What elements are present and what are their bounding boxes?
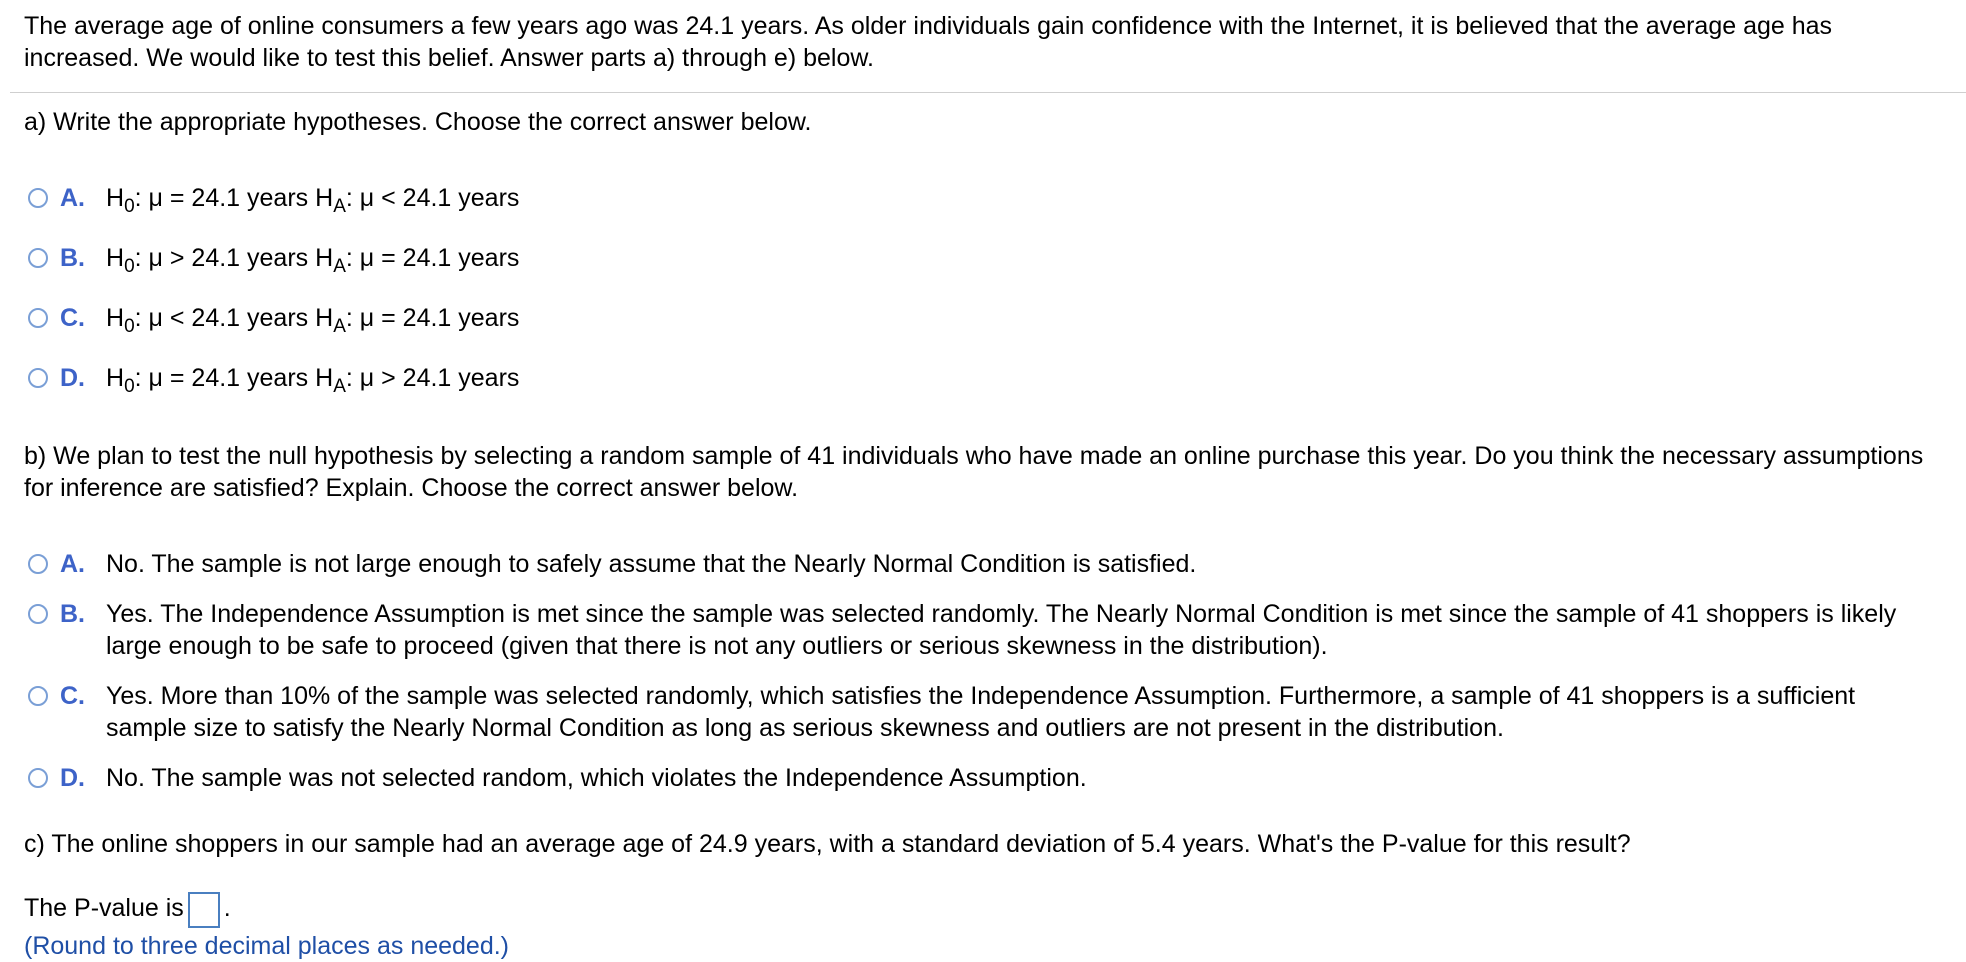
hypotheses-text: $H_0$: μ > 24.1 years $H_A$: μ = 24.1 years <box>106 244 520 277</box>
option-text: No. The sample was not selected random, which violates the Independence Assumption. <box>106 764 1087 792</box>
rounding-hint: (Round to three decimal places as needed.) <box>24 932 510 960</box>
hypotheses-text: $H_0$: μ = 24.1 years $H_A$: μ < 24.1 years <box>106 184 520 217</box>
p-value-input[interactable] <box>188 892 220 928</box>
radio-button[interactable] <box>28 604 48 624</box>
part-b-option-b[interactable] <box>28 598 1928 662</box>
radio-button[interactable] <box>28 248 48 268</box>
divider <box>10 92 1966 93</box>
part-a-option-c[interactable] <box>28 302 1928 337</box>
part-a-prompt: a) Write the appropriate hypotheses. Choose the correct answer below. <box>24 108 812 136</box>
option-text: Yes. The Independence Assumption is met since the sample was selected randomly. The Nearly Normal Condition is met since the sample of 41 shoppers is likely large enough to be safe to proceed (given that there is not any outliers or serious skewness in the distribution). <box>106 600 1897 660</box>
part-a-option-b[interactable] <box>28 242 1928 277</box>
radio-button[interactable] <box>28 554 48 574</box>
part-b-option-a[interactable] <box>28 548 1928 580</box>
option-text: Yes. More than 10% of the sample was selected randomly, which satisfies the Independence Assumption. Furthermore, a sample of 41 shoppers is a sufficient sample size to satisfy the Nearly Normal Condition as long as serious skewness and outliers are not present in the distribution. <box>106 682 1856 742</box>
option-letter: D. <box>60 364 85 392</box>
part-c-prompt: c) The online shoppers in our sample had an average age of 24.9 years, with a standard deviation of 5.4 years. What's the P-value for this result? <box>24 830 1631 858</box>
part-b-prompt: b) We plan to test the null hypothesis by selecting a random sample of 41 individuals who have made an online purchase this year. Do you think the necessary assumptions for inference are satisfied? Explain. Choose the correct answer below. <box>24 442 1924 502</box>
radio-button[interactable] <box>28 368 48 388</box>
part-a-option-d[interactable] <box>28 362 1928 397</box>
radio-button[interactable] <box>28 768 48 788</box>
answer-suffix: . <box>223 894 231 922</box>
option-letter: A. <box>60 550 85 578</box>
option-letter: A. <box>60 184 85 212</box>
option-text: No. The sample is not large enough to safely assume that the Nearly Normal Condition is satisfied. <box>106 550 1197 578</box>
radio-button[interactable] <box>28 188 48 208</box>
answer-prefix: The P-value is <box>24 894 184 922</box>
option-letter: C. <box>60 304 85 332</box>
option-letter: B. <box>60 244 85 272</box>
part-a-option-a[interactable] <box>28 182 1928 217</box>
p-value-answer-line <box>24 892 1934 928</box>
part-b-option-d[interactable] <box>28 762 1928 794</box>
option-letter: D. <box>60 764 85 792</box>
option-letter: B. <box>60 600 85 628</box>
hypotheses-text: $H_0$: μ < 24.1 years $H_A$: μ = 24.1 years <box>106 304 520 337</box>
radio-button[interactable] <box>28 686 48 706</box>
hypotheses-text: $H_0$: μ = 24.1 years $H_A$: μ > 24.1 years <box>106 364 520 397</box>
intro-text: The average age of online consumers a few years ago was 24.1 years. As older individuals gain confidence with the Internet, it is believed that the average age has increased. We would like to test this belief. Answer parts a) through e) below. <box>24 12 1833 72</box>
radio-button[interactable] <box>28 308 48 328</box>
option-letter: C. <box>60 682 85 710</box>
part-b-option-c[interactable] <box>28 680 1928 744</box>
